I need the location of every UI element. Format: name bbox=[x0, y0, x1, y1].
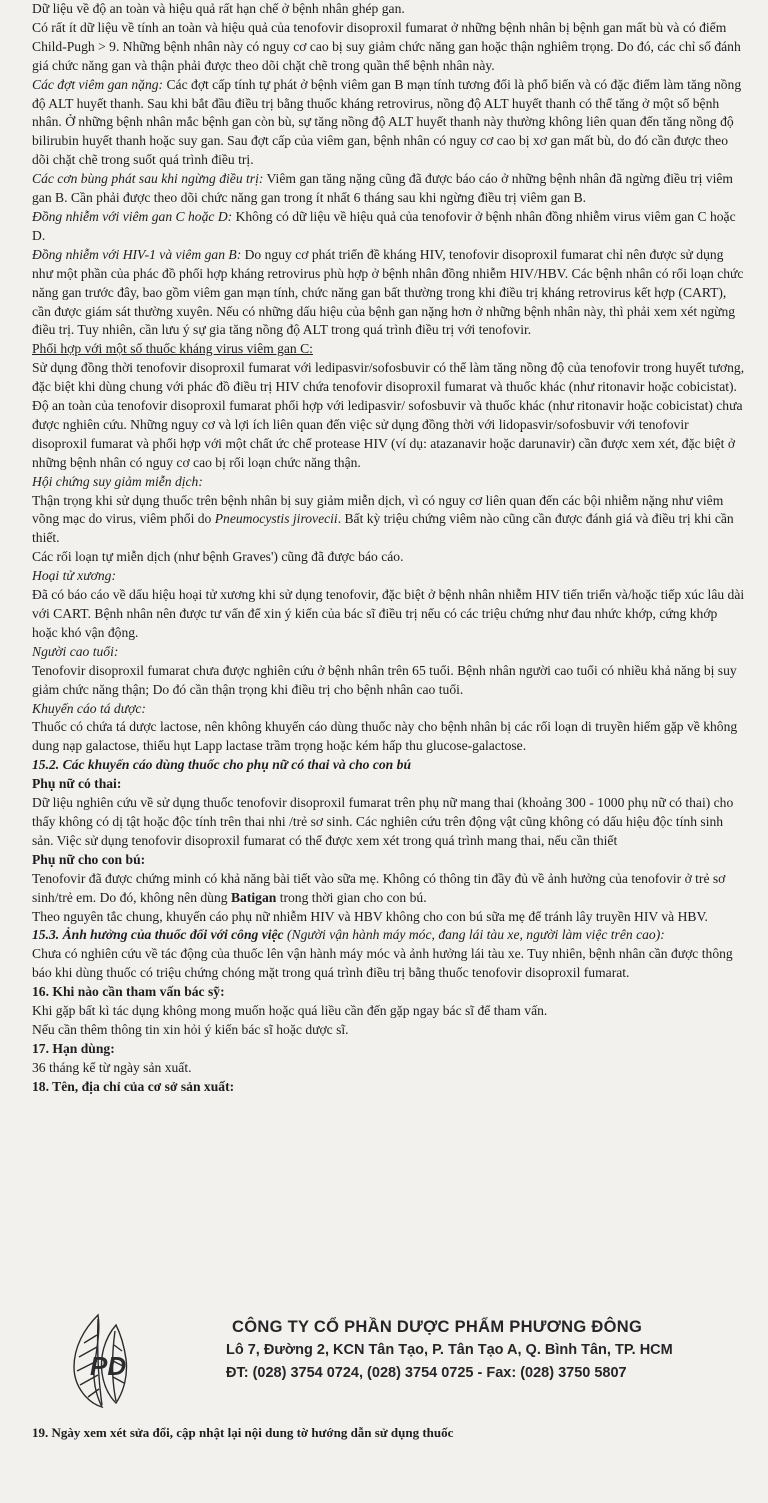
paragraph-decompensated-liver: Có rất ít dữ liệu về tính an toàn và hiệu quả của tenofovir disoproxil fumarat ở những bệnh nhân bị bệnh gan mất bù và có điểm Child-Pugh > 9. Những bệnh nhân này có nguy cơ cao bị suy giảm chức năng gan hoặc thận nghiêm trọng. Do đó, các chỉ số đánh giá chức năng gan và thận phải được theo dõi chặt chẽ trong quần thể bệnh nhân này. bbox=[32, 19, 741, 73]
paragraph-coinfection-hiv: Đồng nhiễm với HIV-1 và viêm gan B: Do nguy cơ phát triển đề kháng HIV, tenofovir disoproxil fumarat chỉ nên được sử dụng như một phần của phác đồ phối hợp kháng retrovirus phù hợp ở bệnh nhân đồng nhiễm HIV/HBV. Các bệnh nhân có rối loạn chức năng gan trước đây, bao gồm viêm gan mạn tính, chức năng gan bất thường trong khi điều trị kháng retrovirus kết hợp (CART), cần được giám sát thường xuyên. Nếu có những dấu hiệu của bệnh gan nặng hơn ở những bệnh nhân này, thì phải xem xét ngừng điều trị. Tuy nhiên, cần lưu ý sự gia tăng nồng độ ALT trong quá trình điều trị với tenofovir. bbox=[32, 246, 744, 338]
subheading-severe-hepatitis: Các đợt viêm gan nặng: bbox=[32, 76, 164, 92]
heading-15-2: 15.2. Các khuyến cáo dùng thuốc cho phụ nữ có thai và cho con bú bbox=[32, 757, 411, 773]
subheading-coinfection-hiv: Đồng nhiễm với HIV-1 và viêm gan B: bbox=[32, 246, 242, 262]
subheading-elderly: Người cao tuổi: bbox=[32, 643, 119, 659]
paragraph-breastfeeding: Tenofovir đã được chứng minh có khả năng bài tiết vào sữa mẹ. Không có thông tin đầy đủ về ảnh hưởng của tenofovir ở trẻ sơ sinh/trẻ em. Do đó, không nên dùng Batigan trong thời gian cho con bú. bbox=[32, 870, 726, 905]
paragraph-immune-syndrome: Thận trọng khi sử dụng thuốc trên bệnh nhân bị suy giảm miễn dịch, vì có nguy cơ liên quan đến các bội nhiễm nặng như viêm võng mạc do virus, viêm phổi do Pneumocystis jirovecii. Bất kỳ triệu chứng viêm nào cũng cần được đánh giá và điều trị khi cần thiết. bbox=[32, 492, 734, 546]
heading-19: 19. Ngày xem xét sửa đổi, cập nhật lại nội dung tờ hướng dẫn sử dụng thuốc bbox=[32, 1425, 454, 1440]
heading-15-3: 15.3. Ảnh hưởng của thuốc đối với công việc (Người vận hành máy móc, đang lái tàu xe, người làm việc trên cao): bbox=[32, 927, 665, 943]
brand-name: Batigan bbox=[230, 889, 277, 905]
heading-18: 18. Tên, địa chỉ của cơ sở sản xuất: bbox=[32, 1078, 235, 1094]
heading-17: 17. Hạn dùng: bbox=[32, 1040, 115, 1056]
paragraph-autoimmune: Các rối loạn tự miễn dịch (như bệnh Graves') cũng đã được báo cáo. bbox=[32, 549, 404, 565]
subheading-hcv-antivirals: Phối hợp với một số thuốc kháng virus viêm gan C: bbox=[32, 341, 313, 357]
paragraph-17: 36 tháng kể từ ngày sản xuất. bbox=[32, 1059, 192, 1075]
subheading-pregnant: Phụ nữ có thai: bbox=[32, 776, 122, 792]
paragraph-16b: Nếu cần thêm thông tin xin hỏi ý kiến bác sĩ hoặc dược sĩ. bbox=[32, 1021, 349, 1037]
paragraph-severe-hepatitis: Các đợt viêm gan nặng: Các đợt cấp tính tự phát ở bệnh viêm gan B mạn tính tương đối là phổ biến và có đặc điểm làm tăng nồng độ ALT huyết thanh. Sau khi bắt đầu điều trị bằng thuốc kháng retrovirus, nồng độ ALT huyết thanh có thể tăng ở một số bệnh nhân. Ở những bệnh nhân mắc bệnh gan còn bù, sự tăng nồng độ ALT huyết thanh này thường không liên quan đến tăng nồng độ bilirubin huyết thanh hoặc suy gan. Sau đợt cấp của viêm gan, bệnh nhân có nguy cơ cao bị xơ gan mất bù, do đó cần được theo dõi chặt chẽ trong suốt quá trình điều trị. bbox=[32, 76, 742, 168]
heading-16: 16. Khi nào cần tham vấn bác sỹ: bbox=[32, 984, 225, 1000]
paragraph-16a: Khi gặp bất kì tác dụng không mong muốn hoặc quá liều cần đến gặp ngay bác sĩ để tham vấn. bbox=[32, 1003, 548, 1019]
paragraph-excipients: Thuốc có chứa tá dược lactose, nên không khuyến cáo dùng thuốc này cho bệnh nhân bị các rối loạn di truyền hiếm gặp về không dung nạp galactose, thiếu hụt Lapp lactase trầm trọng hoặc kém hấp thu glucose-galactose. bbox=[32, 719, 738, 754]
company-phone: ĐT: (028) 3754 0724, (028) 3754 0725 - Fax: (028) 3750 5807 bbox=[226, 1365, 627, 1381]
subheading-excipients: Khuyến cáo tá dược: bbox=[32, 700, 146, 716]
subheading-immune-syndrome: Hội chứng suy giảm miễn dịch: bbox=[32, 473, 203, 489]
subheading-flare-after-stop: Các cơn bùng phát sau khi ngừng điều trị: bbox=[32, 171, 264, 187]
subheading-coinfection-c-d: Đồng nhiễm với viêm gan C hoặc D: bbox=[32, 208, 233, 224]
paragraph-liver-transplant: Dữ liệu về độ an toàn và hiệu quả rất hạn chế ở bệnh nhân ghép gan. bbox=[32, 1, 405, 16]
paragraph-flare-after-stop: Các cơn bùng phát sau khi ngừng điều trị: Viêm gan tăng nặng cũng đã được báo cáo ở những bệnh nhân đã ngừng điều trị viêm gan B. Cần phải được theo dõi chức năng gan trong ít nhất 6 tháng sau khi ngừng điều trị viêm gan B. bbox=[32, 171, 733, 206]
company-logo bbox=[64, 1311, 144, 1411]
company-info bbox=[226, 1316, 673, 1385]
subheading-breastfeeding: Phụ nữ cho con bú: bbox=[32, 851, 146, 867]
paragraph-hcv-antivirals: Sử dụng đồng thời tenofovir disoproxil fumarat với ledipasvir/sofosbuvir có thể làm tăng nồng độ của tenofovir trong huyết tương, đặc biệt khi dùng chung với phác đồ điều trị HIV chứa tenofovir disoproxil fumarat và thuốc khác (như ritonavir hoặc cobicistat). Độ an toàn của tenofovir disoproxil fumarat phối hợp với ledipasvir/ sofosbuvir và thuốc khác (như ritonavir hoặc cobicistat) chưa được nghiên cứu. Những nguy cơ và lợi ích liên quan đến việc sử dụng đồng thời với lidopasvir/sofosbuvir với tenofovir disoproxil fumarat và phối hợp với một chất ức chế protease HIV (ví dụ: atazanavir hoặc darunavir) cần được xem xét, đặc biệt ở những bệnh nhân có nguy cơ cao bị rối loạn chức năng thận. bbox=[32, 360, 745, 470]
paragraph-breastfeeding-2: Theo nguyên tắc chung, khuyến cáo phụ nữ nhiễm HIV và HBV không cho con bú sữa mẹ để tránh lây truyền HIV và HBV. bbox=[32, 908, 708, 924]
subheading-osteonecrosis: Hoại tử xương: bbox=[32, 568, 116, 584]
document-body bbox=[32, 0, 746, 1097]
manufacturer-block bbox=[64, 1311, 754, 1411]
paragraph-work: Chưa có nghiên cứu về tác động của thuốc lên vận hành máy móc và ảnh hưởng lái tàu xe. Tuy nhiên, bệnh nhân cần được thông báo khi dùng thuốc có triệu chứng chóng mặt trong quá trình điều trị bằng thuốc tenofovir disoproxil fumarat. bbox=[32, 946, 733, 981]
paragraph-elderly: Tenofovir disoproxil fumarat chưa được nghiên cứu ở bệnh nhân trên 65 tuổi. Bệnh nhân người cao tuổi có nhiều khả năng bị suy giảm chức năng thận; Do đó cần thận trọng khi điều trị cho bệnh nhân cao tuổi. bbox=[32, 662, 737, 697]
logo-text: PD bbox=[90, 1351, 127, 1381]
company-address: Lô 7, Đường 2, KCN Tân Tạo, P. Tân Tạo A, Q. Bình Tân, TP. HCM bbox=[226, 1342, 673, 1358]
paragraph-coinfection-c-d: Đồng nhiễm với viêm gan C hoặc D: Không có dữ liệu về hiệu quả của tenofovir ở bệnh nhân đồng nhiễm virus viêm gan C hoặc D. bbox=[32, 208, 736, 243]
company-name: CÔNG TY CỔ PHẦN DƯỢC PHẨM PHƯƠNG ĐÔNG bbox=[232, 1318, 643, 1336]
paragraph-pregnant: Dữ liệu nghiên cứu về sử dụng thuốc tenofovir disoproxil fumarat trên phụ nữ mang thai (khoảng 300 - 1000 phụ nữ có thai) cho thấy không có dị tật hoặc độc tính trên thai nhi /trẻ sơ sinh. Các nghiên cứu trên động vật cũng không có dấu hiệu độc tính sinh sản. Việc sử dụng tenofovir disoproxil fumarat có thể được xem xét trong quá trình mang thai, nếu cần thiết bbox=[32, 795, 734, 848]
paragraph-osteonecrosis: Đã có báo cáo về dấu hiệu hoại tử xương khi sử dụng tenofovir, đặc biệt ở bệnh nhân nhiễm HIV tiến triển và/hoặc tiếp xúc lâu dài với CART. Bệnh nhân nên được tư vấn để xin ý kiến của bác sĩ điều trị nếu có các triệu chứng như đau nhức khớp, cứng khớp hoặc khó vận động. bbox=[32, 587, 745, 640]
